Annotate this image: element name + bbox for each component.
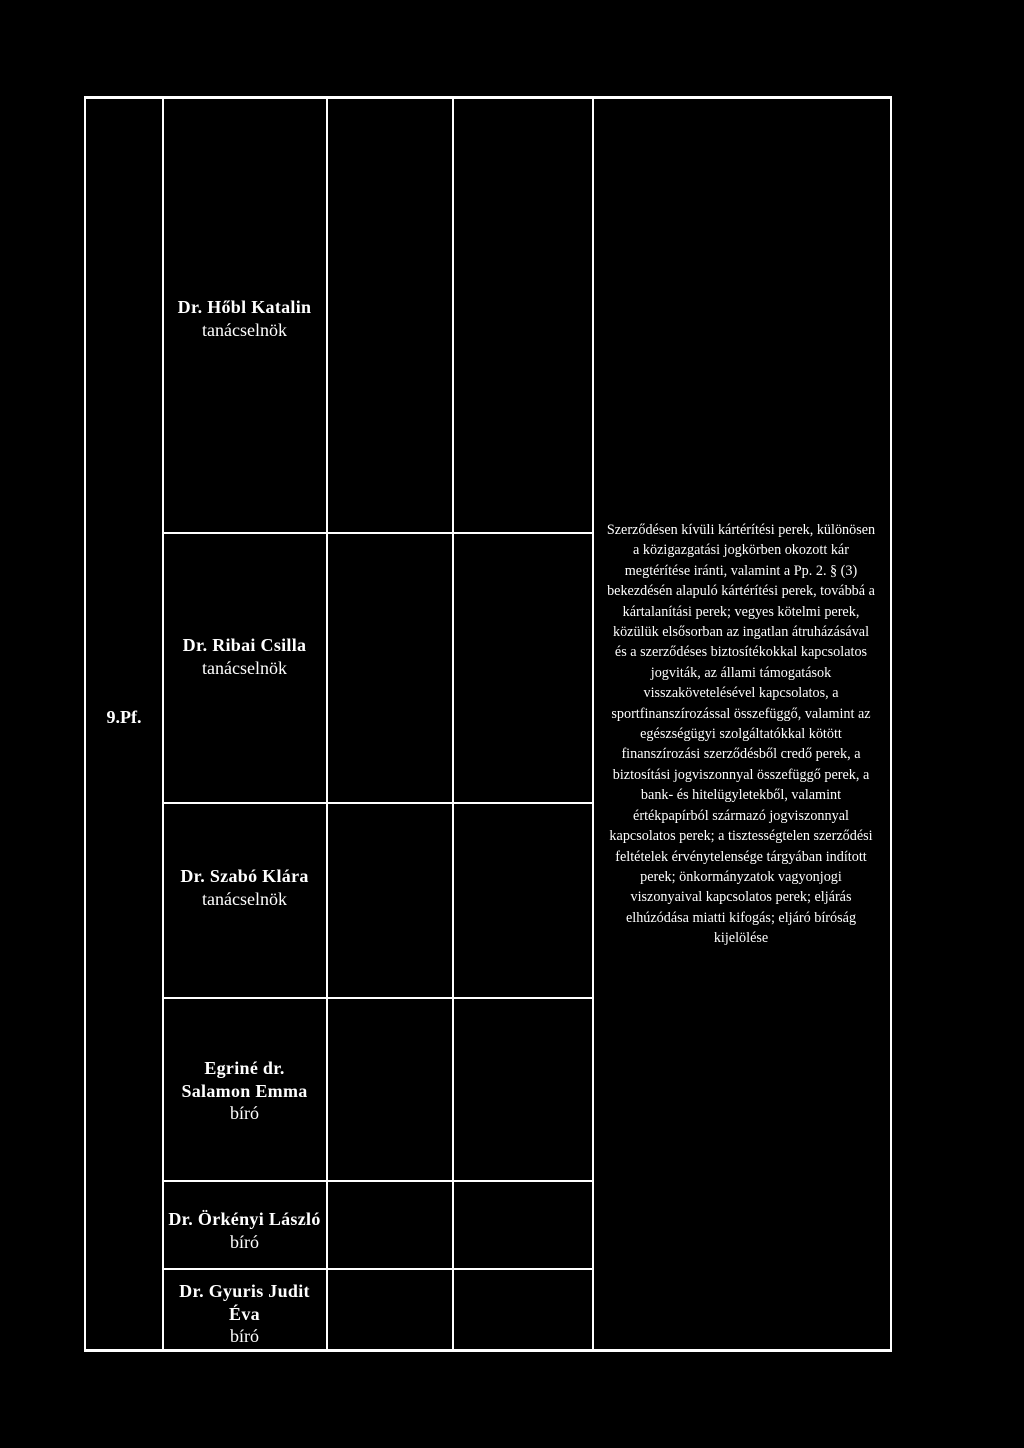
case-description-line: finanszírozási szerződésből credő perek, a xyxy=(621,746,861,763)
judge-name-line2: Salamon Emma xyxy=(181,1080,308,1101)
case-description xyxy=(592,520,890,949)
judge-entry xyxy=(163,1057,326,1125)
judge-role: tanácselnök xyxy=(202,319,287,340)
judge-entry xyxy=(163,634,326,679)
column-divider-3 xyxy=(452,98,454,1352)
judge-name-line1: Egriné dr. xyxy=(204,1058,285,1078)
case-description-line: kapcsolatos perek; a tisztességtelen szerződési xyxy=(609,828,873,845)
department-label: 9.Pf. xyxy=(106,707,142,727)
judge-name: Dr. Ribai Csilla xyxy=(182,635,307,655)
case-description-line: biztosítási jogviszonnyal összefüggő perek, a xyxy=(612,766,870,783)
case-description-line: közülük elsősorban az ingatlan átruházásával xyxy=(612,624,870,641)
judge-name-line1: Dr. Gyuris Judit xyxy=(179,1281,310,1301)
judge-role: tanácselnök xyxy=(202,888,287,909)
judge-entry xyxy=(163,1280,326,1348)
row-divider-2 xyxy=(163,802,592,804)
judge-name: Dr. Örkényi László xyxy=(168,1209,321,1229)
judge-entry xyxy=(163,865,326,910)
case-description-line: perek; önkormányzatok vagyonjogi xyxy=(640,868,842,885)
judge-role: tanácselnök xyxy=(202,657,287,678)
judge-role: bíró xyxy=(230,1231,259,1252)
row-divider-1 xyxy=(163,532,592,534)
case-description-line: a közigazgatási jogkörben okozott kár xyxy=(633,542,849,559)
row-divider-5 xyxy=(163,1268,592,1270)
judge-name: Dr. Szabó Klára xyxy=(180,866,309,886)
case-description-line: kijelölése xyxy=(713,930,769,947)
judge-entry xyxy=(163,296,326,341)
case-description-line: kártalanítási perek; vegyes kötelmi perek, xyxy=(622,603,860,620)
row-divider-3 xyxy=(163,997,592,999)
case-description-line: Szerződésen kívüli kártérítési perek, különösen xyxy=(606,522,876,538)
case-description-line: feltételek érvénytelensége tárgyában indított xyxy=(615,848,867,865)
case-description-line: egészségügyi szolgáltatókkal kötött xyxy=(640,726,842,743)
case-description-line: bank- és hitelügyletekből, valamint xyxy=(640,787,842,804)
case-description-line: megtérítése iránti, valamint a Pp. 2. § (3) xyxy=(624,562,858,579)
judge-role: bíró xyxy=(230,1103,259,1123)
case-description-line: sportfinanszírozással összefüggő, valamint az xyxy=(611,705,871,722)
judge-entry xyxy=(163,1208,326,1253)
case-description-line: értékpapírból származó jogviszonnyal xyxy=(633,807,849,824)
case-description-line: visszakövetelésével kapcsolatos, a xyxy=(643,685,839,702)
case-description-line: viszonyaival kapcsolatos perek; eljárás xyxy=(630,889,852,906)
case-description-line: jogviták, az állami támogatások xyxy=(650,664,832,681)
case-description-line: elhúzódása miatti kifogás; eljáró bíróság xyxy=(625,909,857,926)
row-divider-4 xyxy=(163,1180,592,1182)
column-divider-2 xyxy=(326,98,328,1352)
case-description-line: és a szerződéses biztosítékokkal kapcsolatos xyxy=(614,644,868,661)
judge-role: bíró xyxy=(230,1326,259,1346)
case-description-line: bekezdésén alapuló kártérítési perek, továbbá a xyxy=(607,583,875,600)
judge-name-line2: Éva xyxy=(229,1303,260,1324)
judge-name: Dr. Hőbl Katalin xyxy=(177,297,312,317)
